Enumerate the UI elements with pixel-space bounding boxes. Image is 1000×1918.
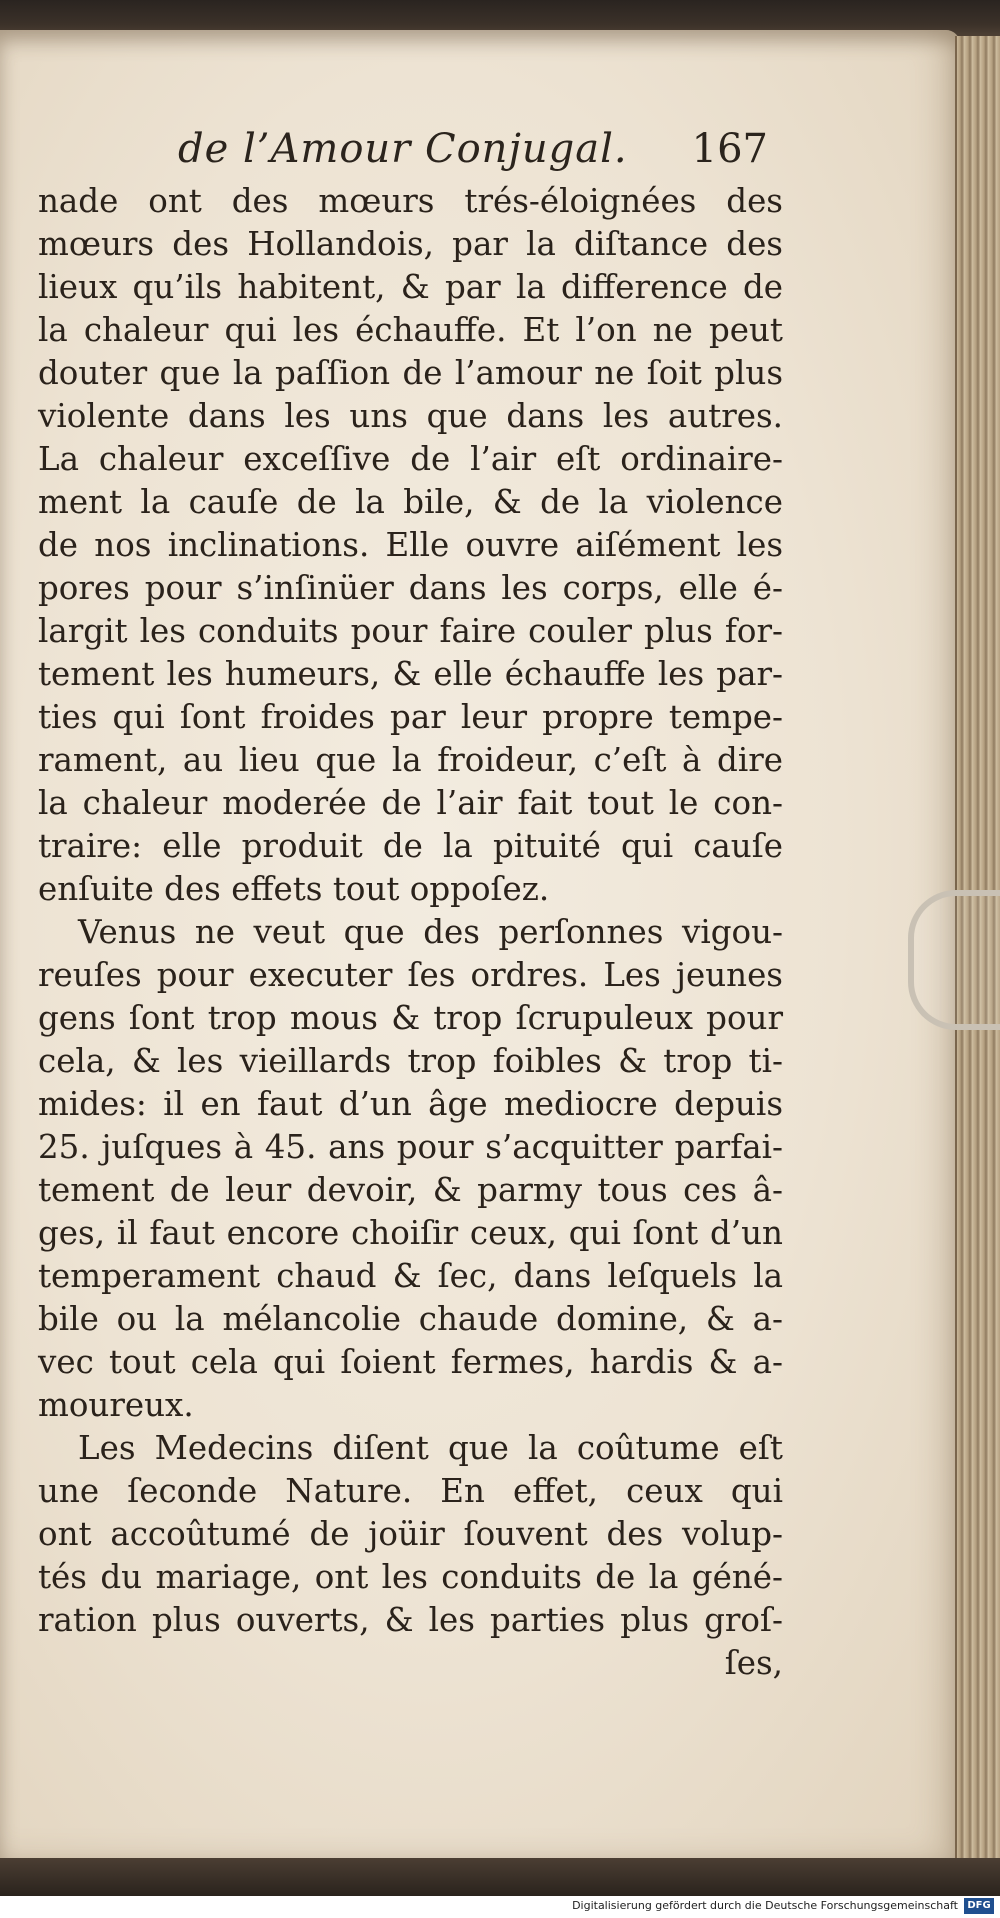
body-text xyxy=(38,180,783,1685)
text-line: gens ſont trop mous & trop ſcrupuleux pour xyxy=(38,999,783,1037)
running-head xyxy=(178,126,768,178)
running-title: de l’Amour Conjugal. xyxy=(178,126,628,172)
text-line: Venus ne veut que des perſonnes vigou- xyxy=(78,913,783,951)
clasp-ribbon xyxy=(908,890,1000,1030)
text-line: La chaleur exceſſive de l’air eſt ordinaire- xyxy=(38,440,783,478)
text-line: largit les conduits pour faire couler plus for- xyxy=(38,612,783,650)
text-line: tement les humeurs, & elle échauffe les par- xyxy=(38,655,783,693)
dfg-logo: DFG xyxy=(964,1898,994,1914)
text-line: ment la cauſe de la bile, & de la violence xyxy=(38,483,783,521)
text-line: 25. juſques à 45. ans pour s’acquitter parfai- xyxy=(38,1128,783,1166)
text-line: rament, au lieu que la froideur, c’eſt à dire xyxy=(38,741,783,779)
text-line: bile ou la mélancolie chaude domine, & a- xyxy=(38,1300,783,1338)
text-line: la chaleur qui les échauffe. Et l’on ne peut xyxy=(38,311,783,349)
text-line: ont accoûtumé de joüir ſouvent des volup- xyxy=(38,1515,783,1553)
text-line: reuſes pour executer ſes ordres. Les jeunes xyxy=(38,956,783,994)
text-line: pores pour s’inſinüer dans les corps, elle é- xyxy=(38,569,783,607)
text-line: douter que la paſſion de l’amour ne ſoit plus xyxy=(38,354,783,392)
text-line: moureux. xyxy=(38,1386,194,1424)
text-line: mœurs des Hollandois, par la diſtance des xyxy=(38,225,783,263)
text-line: ties qui ſont froides par leur propre tempe- xyxy=(38,698,783,736)
text-line: ration plus ouverts, & les parties plus groſ- xyxy=(38,1601,783,1639)
text-line: de nos inclinations. Elle ouvre aiſément les xyxy=(38,526,783,564)
text-line: une ſeconde Nature. En effet, ceux qui xyxy=(38,1472,783,1510)
text-line: violente dans les uns que dans les autres. xyxy=(38,397,783,435)
catchword: ſes, xyxy=(724,1644,783,1682)
text-line: tés du mariage, ont les conduits de la géné- xyxy=(38,1558,783,1596)
text-line: tement de leur devoir, & parmy tous ces â- xyxy=(38,1171,783,1209)
text-line: nade ont des mœurs trés-éloignées des xyxy=(38,182,783,220)
text-line: vec tout cela qui ſoient fermes, hardis & a- xyxy=(38,1343,783,1381)
text-line: ges, il faut encore choiſir ceux, qui ſont d’un xyxy=(38,1214,783,1252)
funding-note: Digitalisierung gefördert durch die Deutsche Forschungsgemeinschaft xyxy=(572,1899,958,1912)
text-line: mides: il en faut d’un âge mediocre depuis xyxy=(38,1085,783,1123)
text-line: la chaleur moderée de l’air fait tout le con- xyxy=(38,784,783,822)
text-line: cela, & les vieillards trop foibles & trop ti- xyxy=(38,1042,783,1080)
page-number: 167 xyxy=(691,126,768,172)
text-line: Les Medecins diſent que la coûtume eſt xyxy=(78,1429,783,1467)
text-line: temperament chaud & ſec, dans leſquels la xyxy=(38,1257,783,1295)
text-line: lieux qu’ils habitent, & par la difference de xyxy=(38,268,783,306)
book-cover-bottom xyxy=(0,1858,1000,1896)
text-line: traire: elle produit de la pituité qui cauſe xyxy=(38,827,783,865)
text-line: enſuite des effets tout oppoſez. xyxy=(38,870,550,908)
